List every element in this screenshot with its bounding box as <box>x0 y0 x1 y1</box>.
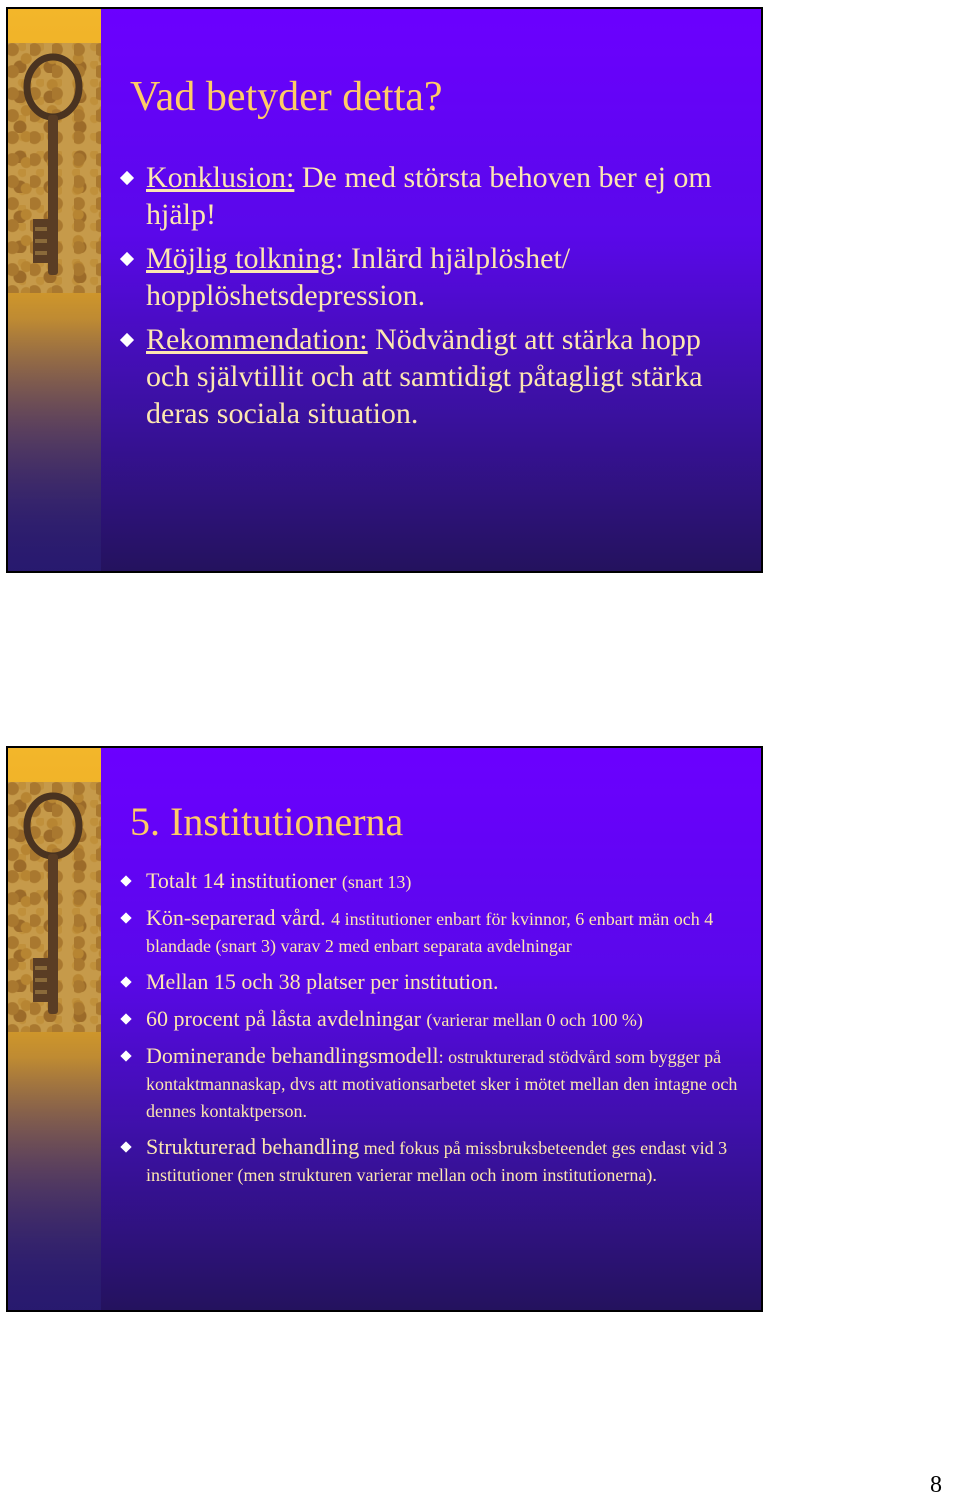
bullet-list <box>120 868 741 1198</box>
list-item <box>120 159 741 233</box>
bullet-link[interactable]: Konklusion: <box>146 161 295 194</box>
bullet-main-text: Mellan 15 och 38 platser per institution. <box>146 969 499 994</box>
bullet-link[interactable]: Möjlig tolkning <box>146 242 336 275</box>
list-item <box>120 1134 741 1188</box>
diamond-bullet-icon <box>120 875 131 886</box>
bullet-main-text: Totalt 14 institutioner <box>146 868 342 893</box>
page-number: 8 <box>930 1472 942 1498</box>
slide-title: Vad betyder detta? <box>130 74 443 120</box>
slide-title: 5. Institutionerna <box>130 799 404 844</box>
diamond-bullet-icon <box>120 1141 131 1152</box>
bullet-link[interactable]: Rekommendation: <box>146 323 368 356</box>
list-item <box>120 321 741 432</box>
bullet-text: : Inlärd hjälplöshet/ hopplöshetsdepression. <box>146 242 571 312</box>
list-item <box>120 240 741 314</box>
bullet-main-text: 60 procent på låsta avdelningar <box>146 1006 427 1031</box>
diamond-bullet-icon <box>120 1013 131 1024</box>
bullet-detail-text: (snart 13) <box>341 872 412 892</box>
bullet-text: Nödvändigt att stärka hopp och självtillit och att samtidigt påtagligt stärka deras sociala situation. <box>146 323 703 430</box>
bullet-detail-text: : ostrukturerad stödvård som bygger på kontaktmannaskap, dvs att motivationsarbetet sker i mötet mellan den intagne och dennes kontaktperson. <box>146 1047 738 1121</box>
diamond-bullet-icon <box>120 1050 131 1061</box>
key-icon <box>13 788 93 1028</box>
slide-1 <box>6 7 763 573</box>
slide-2 <box>6 746 763 1312</box>
bullet-detail-text: (varierar mellan 0 och 100 %) <box>426 1010 643 1030</box>
bullet-text: De med största behoven ber ej om hjälp! <box>146 161 712 231</box>
bullet-main-text: Dominerande behandlingsmodell <box>146 1043 439 1068</box>
bullet-main-text: Kön-separerad vård. <box>146 905 332 930</box>
diamond-bullet-icon <box>120 912 131 923</box>
list-item <box>120 1006 741 1033</box>
diamond-bullet-icon <box>120 976 131 987</box>
bullet-detail-text: med fokus på missbruksbeteendet ges endast vid 3 institutioner (men strukturen varierar mellan och inom institutionerna). <box>146 1138 728 1185</box>
bullet-detail-text: 4 institutioner enbart för kvinnor, 6 enbart män och 4 blandade (snart 3) varav 2 med enbart separata avdelningar <box>146 909 714 956</box>
list-item <box>120 969 741 996</box>
diamond-bullet-icon <box>120 171 134 185</box>
bullet-main-text: Strukturerad behandling <box>146 1134 360 1159</box>
diamond-bullet-icon <box>120 252 134 266</box>
key-icon <box>13 49 93 289</box>
bullet-list <box>120 159 741 439</box>
diamond-bullet-icon <box>120 333 134 347</box>
list-item <box>120 868 741 895</box>
list-item <box>120 905 741 959</box>
list-item <box>120 1043 741 1124</box>
